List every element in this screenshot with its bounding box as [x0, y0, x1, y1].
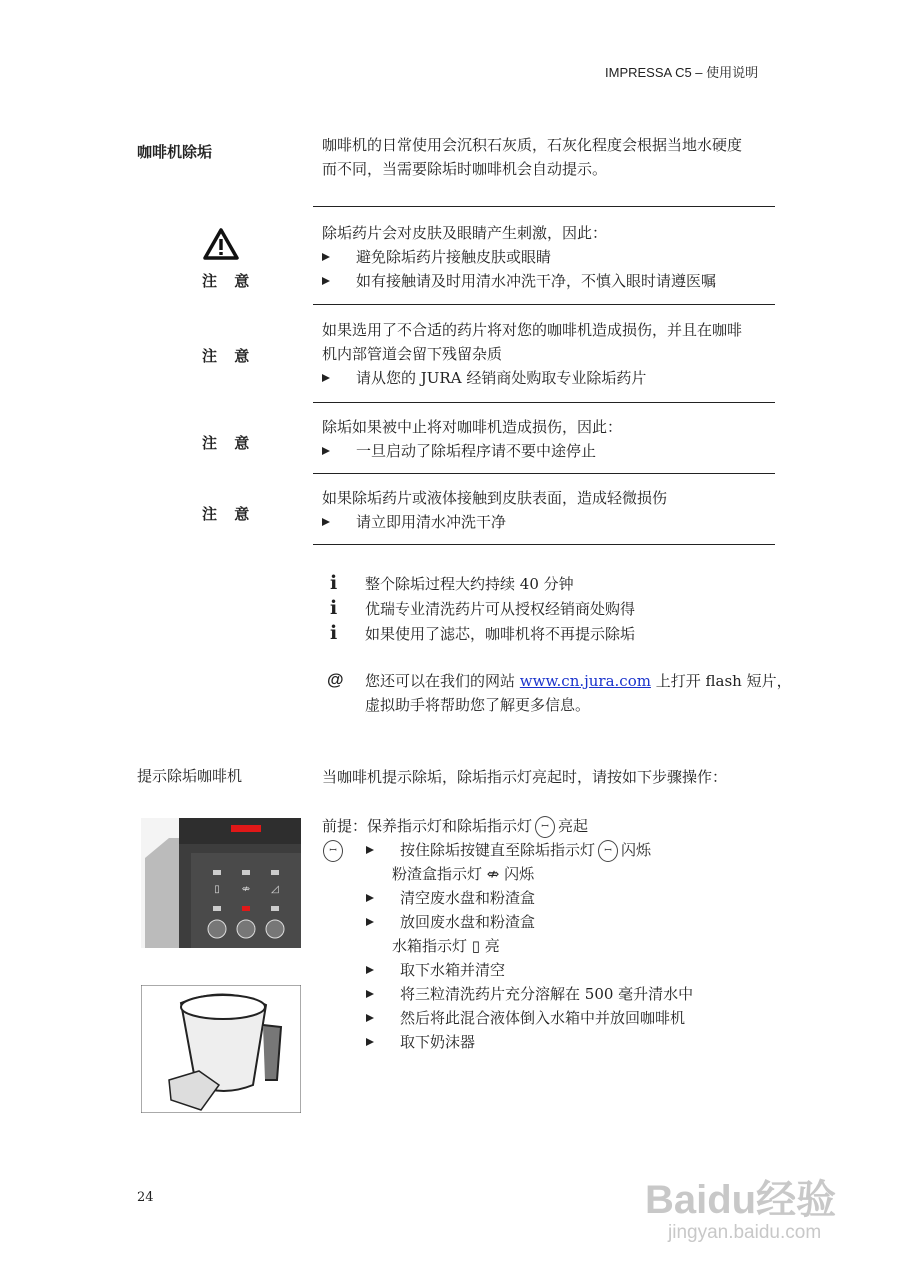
divider	[313, 304, 775, 305]
step-item	[366, 958, 693, 982]
page-number: 24	[137, 1190, 154, 1205]
divider	[313, 473, 775, 474]
bullet-icon	[322, 253, 330, 261]
step-text: 按住除垢按键直至除垢指示灯	[400, 841, 596, 859]
step-item	[366, 1006, 693, 1030]
web-note	[365, 669, 792, 717]
step-text: 取下水箱并清空	[400, 961, 506, 979]
section2-intro: 当咖啡机提示除垢，除垢指示灯亮起时，请按如下步骤操作：	[322, 768, 728, 786]
info-icon: i	[330, 622, 338, 644]
step-item	[366, 886, 693, 910]
step-note: 粉渣盒指示灯 ⇎ 闪烁	[392, 865, 535, 883]
bullet-item	[322, 510, 667, 534]
info-item	[330, 621, 635, 646]
step-text: 取下奶沫器	[400, 1033, 476, 1051]
svg-text:▯: ▯	[214, 884, 220, 895]
divider	[313, 402, 775, 403]
step-text: 放回废水盘和粉渣盒	[400, 913, 536, 931]
info-list	[330, 571, 635, 646]
bullet-text: 请从您的 JURA 经销商处购取专业除垢药片	[356, 369, 647, 387]
prereq-text: 前提：保养指示灯和除垢指示灯	[322, 817, 533, 835]
descale-icon: ꟷ	[598, 840, 618, 862]
divider	[313, 544, 775, 545]
header-title: IMPRESSA C5 – 使用说明	[605, 65, 759, 80]
notice-label: 注 意	[202, 434, 256, 452]
notice-label: 注 意	[202, 347, 256, 365]
bullet-icon	[366, 966, 374, 974]
bullet-text: 避免除垢药片接触皮肤或眼睛	[356, 248, 552, 266]
step-item	[366, 838, 693, 862]
warning-icon	[203, 228, 239, 260]
step-text: 闪烁	[621, 841, 652, 859]
step-text: 清空废水盘和粉渣盒	[400, 889, 536, 907]
web-text: 虚拟助手将帮助您了解更多信息。	[365, 696, 591, 714]
bullet-icon	[366, 1014, 374, 1022]
notice-label: 注 意	[202, 272, 256, 290]
bullet-icon	[322, 518, 330, 526]
notice-4	[322, 486, 667, 534]
step-item	[366, 910, 693, 934]
bullet-icon	[366, 990, 374, 998]
bullet-text: 如有接触请及时用清水冲洗干净，不慎入眼时请遵医嘱	[356, 272, 717, 290]
intro-line: 咖啡机的日常使用会沉积石灰质，石灰化程度会根据当地水硬度	[322, 136, 743, 154]
notice-1	[322, 221, 716, 293]
descale-button-icon: ꟷ	[323, 840, 343, 862]
step-item	[366, 982, 693, 1006]
info-text: 整个除垢过程大约持续 40 分钟	[365, 575, 574, 593]
descale-icon: ꟷ	[535, 816, 555, 838]
web-text: 上打开 flash 短片，	[650, 672, 792, 690]
bullet-text: 请立即用清水冲洗干净	[356, 513, 507, 531]
section-title-prompt: 提示除垢咖啡机	[137, 767, 243, 785]
bullet-icon	[322, 374, 330, 382]
bullet-icon	[322, 447, 330, 455]
step-note: 水箱指示灯 ▯ 亮	[392, 937, 500, 955]
notice-text: 除垢如果被中止将对咖啡机造成损伤，因此：	[322, 418, 623, 436]
step-item	[366, 1030, 693, 1054]
bullet-icon	[366, 1038, 374, 1046]
notice-text: 如果除垢药片或液体接触到皮肤表面，造成轻微损伤	[322, 489, 668, 507]
watermark-url: jingyan.baidu.com	[668, 1222, 822, 1243]
info-item	[330, 596, 635, 621]
bullet-icon	[322, 277, 330, 285]
info-icon: i	[330, 572, 338, 594]
bullet-icon	[366, 846, 374, 854]
notice-text: 除垢药片会对皮肤及眼睛产生刺激，因此：	[322, 224, 608, 242]
bullet-item	[322, 366, 742, 390]
bullet-item	[322, 439, 622, 463]
notice-label: 注 意	[202, 505, 256, 523]
bullet-item	[322, 269, 716, 293]
info-item	[330, 571, 635, 596]
measuring-jug-image	[141, 985, 301, 1113]
web-text: 您还可以在我们的网站	[365, 672, 520, 690]
bullet-icon	[366, 894, 374, 902]
notice-3	[322, 415, 622, 463]
notice-text: 机内部管道会留下残留杂质	[322, 345, 503, 363]
notice-text: 如果选用了不合适的药片将对您的咖啡机造成损伤，并且在咖啡	[322, 321, 743, 339]
svg-text:◿: ◿	[271, 884, 279, 895]
watermark-logo: Baidu经验	[645, 1178, 837, 1222]
bullet-item	[322, 245, 716, 269]
info-icon: i	[330, 597, 338, 619]
notice-2	[322, 318, 742, 390]
bullet-icon	[366, 918, 374, 926]
website-link[interactable]: www.cn.jura.com	[519, 672, 651, 690]
svg-text:⇎: ⇎	[241, 884, 251, 895]
control-panel-image	[141, 818, 301, 948]
prerequisite	[322, 814, 588, 838]
section-intro	[322, 133, 742, 181]
intro-line: 而不同，当需要除垢时咖啡机会自动提示。	[322, 160, 608, 178]
bullet-text: 一旦启动了除垢程序请不要中途停止	[356, 442, 597, 460]
prereq-text: 亮起	[558, 817, 589, 835]
web-at-icon: @	[327, 670, 344, 689]
info-text: 优瑞专业清洗药片可从授权经销商处购得	[365, 600, 636, 618]
step-text: 将三粒清洗药片充分溶解在 500 毫升清水中	[400, 985, 694, 1003]
section-title-descaling: 咖啡机除垢	[137, 143, 213, 161]
divider	[313, 206, 775, 207]
info-text: 如果使用了滤芯，咖啡机将不再提示除垢	[365, 625, 636, 643]
step-text: 然后将此混合液体倒入水箱中并放回咖啡机	[400, 1009, 686, 1027]
steps-list	[366, 838, 693, 1054]
